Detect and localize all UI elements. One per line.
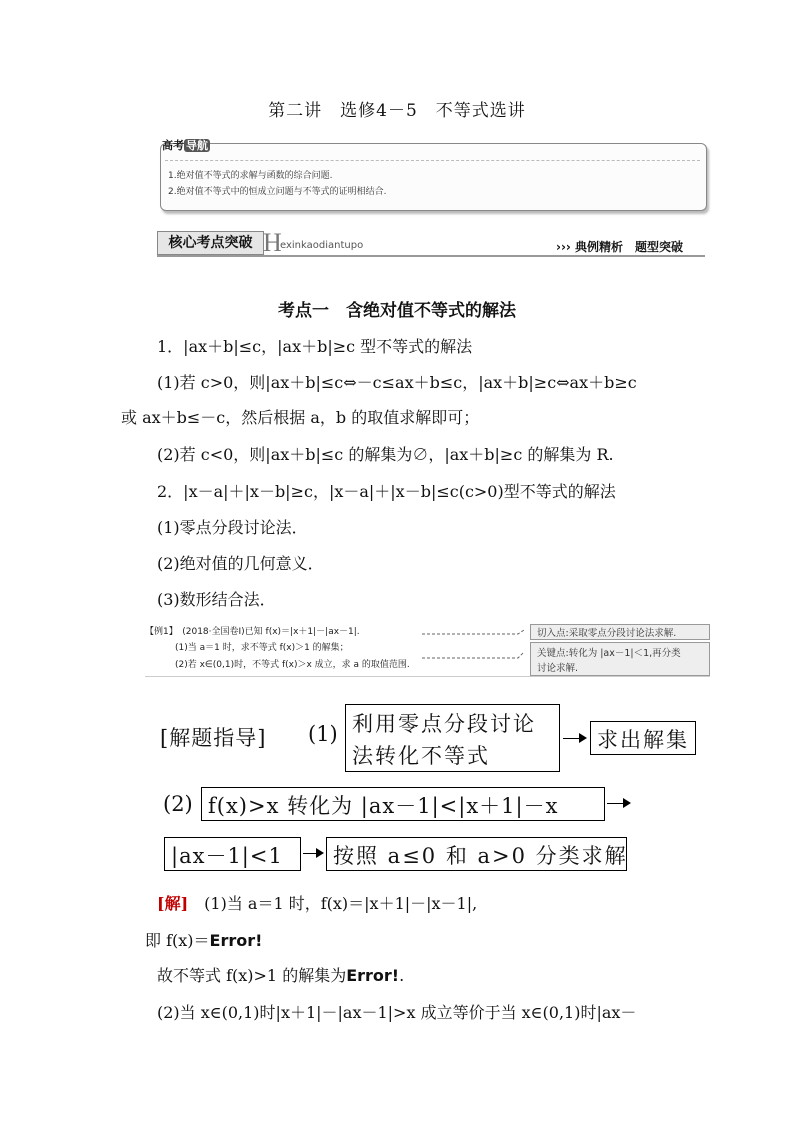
page-title: 第二讲 选修4－5 不等式选讲 — [268, 101, 526, 121]
flow-arrow-2 — [607, 803, 629, 804]
section-bar-right: ››› 典例精析 题型突破 — [556, 240, 684, 254]
flow-box-1 — [345, 704, 560, 772]
solution-line-4: (2)当 x∈(0,1)时|x＋1|－|ax－1|>x 成立等价于当 x∈(0,1)时|ax－ — [157, 1003, 637, 1022]
solution-line-1 — [157, 891, 477, 914]
example-q1: (1)当 a＝1 时，求不等式 f(x)＞1 的解集； — [175, 643, 349, 653]
section-bar-label: 核心考点突破 — [157, 231, 264, 255]
example-note-1: 切入点:采取零点分段讨论法求解. — [537, 628, 677, 639]
flow-box-2-text: 求出解集 — [597, 728, 689, 752]
text-line-6: (1)零点分段讨论法． — [157, 518, 308, 537]
flow-box-5-text: 按照 a≤0 和 a>0 分类求解 — [333, 844, 628, 868]
flow-box-4-text: |ax－1|<1 — [171, 844, 283, 868]
solution-tag: [解] — [157, 894, 189, 913]
section-bar-letter: H — [263, 228, 282, 257]
flow-box-2 — [590, 721, 696, 755]
section-bar-pinyin: exinkaodiantupo — [280, 240, 364, 251]
exam-guide-item-2: 2.绝对值不等式中的恒成立问题与不等式的证明相结合. — [168, 187, 387, 197]
section-heading: 考点一 含绝对值不等式的解法 — [278, 301, 516, 321]
solution-error-1: Error! — [209, 931, 263, 950]
section-bar-rule — [157, 255, 705, 257]
flow-part-2: (2) — [163, 792, 193, 816]
flow-part-1: (1) — [308, 722, 338, 746]
flow-arrow-3 — [303, 853, 322, 854]
text-line-7: (2)绝对值的几何意义． — [157, 554, 324, 573]
example-q2: (2)若 x∈(0,1)时，不等式 f(x)＞x 成立，求 a 的取值范围. — [175, 660, 410, 670]
flow-box-3 — [201, 787, 605, 821]
text-line-5: 2．|x－a|＋|x－b|≥c，|x－a|＋|x－b|≤c(c>0)型不等式的解法 — [157, 482, 616, 501]
text-line-3: 或 ax＋b≤－c，然后根据 a，b 的取值求解即可； — [121, 408, 480, 427]
solution-guide-label: [解题指导] — [160, 726, 267, 750]
solution-line-3 — [157, 963, 404, 986]
flow-box-1-line-1: 利用零点分段讨论 — [352, 712, 536, 736]
flow-arrow-1 — [563, 738, 585, 739]
example-note-2b: 讨论求解. — [537, 663, 579, 674]
exam-guide-divider — [165, 160, 700, 161]
exam-guide-item-1: 1.绝对值不等式的求解与函数的综合问题. — [168, 171, 333, 181]
solution-line-3-end: . — [399, 966, 405, 985]
flow-box-3-text: f(x)>x 转化为 |ax－1|<|x＋1|－x — [208, 794, 559, 818]
flow-box-5 — [326, 837, 627, 871]
solution-line-1-text: (1)当 a＝1 时，f(x)＝|x＋1|－|x－1|, — [204, 894, 478, 913]
example-note-2a: 关键点:转化为 |ax－1|＜1,再分类 — [537, 648, 681, 659]
text-line-2: (1)若 c>0，则|ax＋b|≤c⇔－c≤ax＋b≤c，|ax＋b|≥c⇔ax＋b≥c — [157, 373, 637, 392]
solution-line-3-text: 故不等式 f(x)>1 的解集为 — [157, 966, 347, 985]
example-head: 【例1】 (2018·全国卷Ⅰ)已知 f(x)＝|x＋1|－|ax－1|. — [145, 627, 360, 637]
flow-box-1-line-2: 法转化不等式 — [352, 744, 490, 768]
text-line-8: (3)数形结合法． — [157, 590, 276, 609]
text-line-1: 1．|ax＋b|≤c，|ax＋b|≥c 型不等式的解法 — [157, 337, 473, 356]
solution-line-2-text: 即 f(x)＝ — [145, 931, 210, 950]
exam-guide-tag-a: 高考 — [162, 139, 184, 152]
example-connectors — [420, 622, 540, 672]
exam-guide-tag-b: 导航 — [186, 139, 208, 152]
exam-guide-tag — [162, 137, 210, 153]
solution-line-2 — [145, 928, 262, 951]
text-line-4: (2)若 c<0，则|ax＋b|≤c 的解集为∅，|ax＋b|≥c 的解集为 R. — [157, 445, 614, 464]
flow-box-4 — [164, 837, 301, 871]
solution-error-2: Error! — [346, 966, 400, 985]
